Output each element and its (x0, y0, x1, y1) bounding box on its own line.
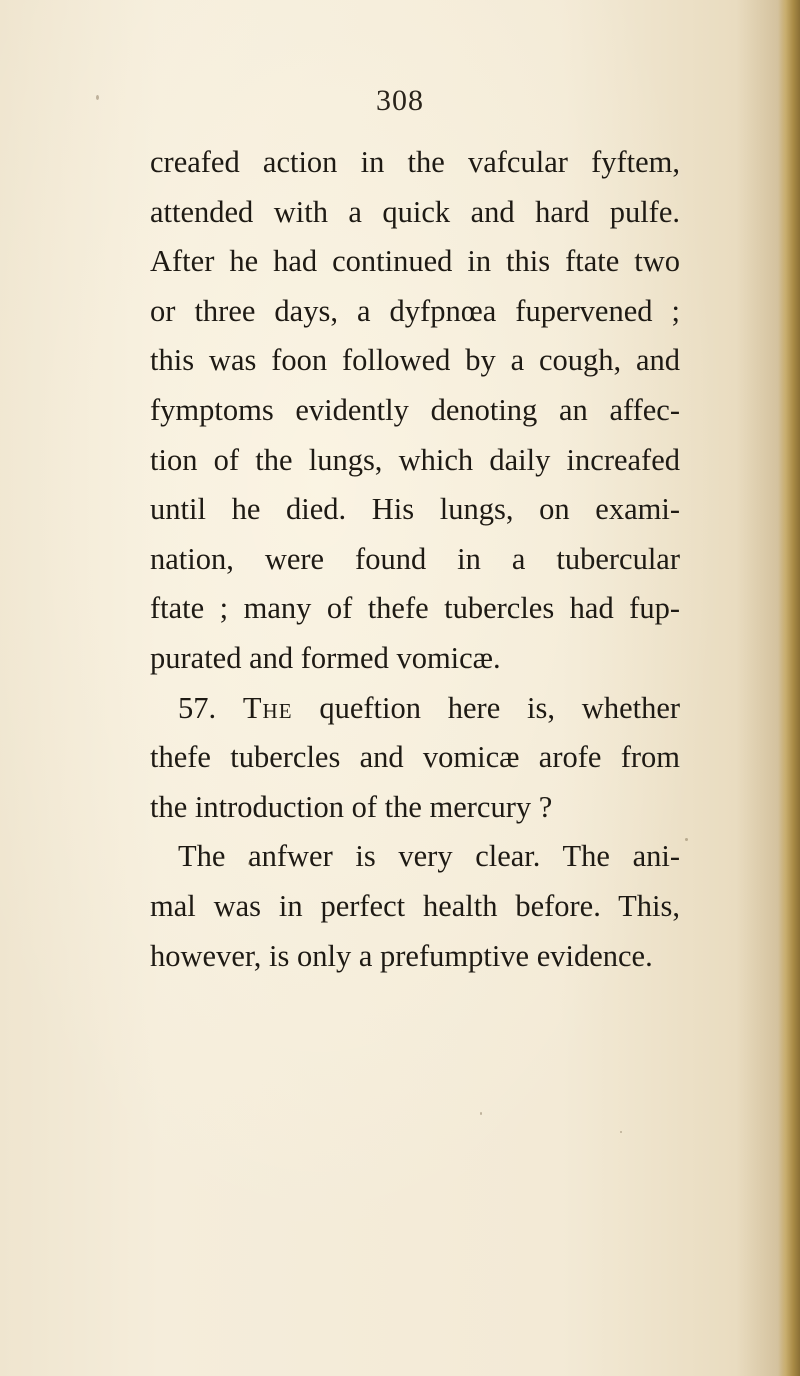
text-line: fymptoms evidently denoting an affec- (150, 392, 680, 427)
paper-speck (685, 838, 688, 841)
text-line: nation, were found in a tubercular (150, 541, 680, 576)
text-line: creafed action in the vafcular fyftem, (150, 145, 680, 179)
text-line: the introduction of the mercury ? (150, 789, 553, 824)
page-binding-edge (778, 0, 800, 1376)
text-line: purated and formed vomicæ. (150, 640, 501, 675)
text-line: After he had continued in this ftate two (150, 244, 680, 279)
page-text (150, 138, 680, 981)
text-line: this was foon followed by a cough, and (150, 343, 680, 378)
paper-speck (96, 95, 99, 100)
text-fragment: queftion here is, whether (319, 690, 681, 725)
text-line: The anfwer is very clear. The ani- (178, 839, 680, 874)
text-line: tion of the lungs, which daily increafed (150, 442, 680, 477)
text-line: ftate ; many of thefe tubercles had fup- (150, 591, 680, 626)
section-number: 57. (178, 690, 217, 725)
paper-speck (480, 1112, 482, 1115)
page-number: 308 (376, 84, 424, 117)
paper-speck (248, 862, 251, 865)
text-line: until he died. His lungs, on exami- (150, 492, 680, 527)
section-57-first-line (150, 684, 680, 734)
text-line: thefe tubercles and vomicæ arofe from (150, 740, 680, 775)
text-line: however, is only a prefumptive evidence. (150, 938, 653, 973)
small-caps-word: The (242, 690, 293, 725)
text-line: attended with a quick and hard pulfe. (150, 194, 680, 229)
text-line: or three days, a dyfpnœa fupervened ; (150, 293, 680, 328)
text-line: mal was in perfect health before. This, (150, 888, 680, 923)
paper-speck (620, 1131, 622, 1133)
